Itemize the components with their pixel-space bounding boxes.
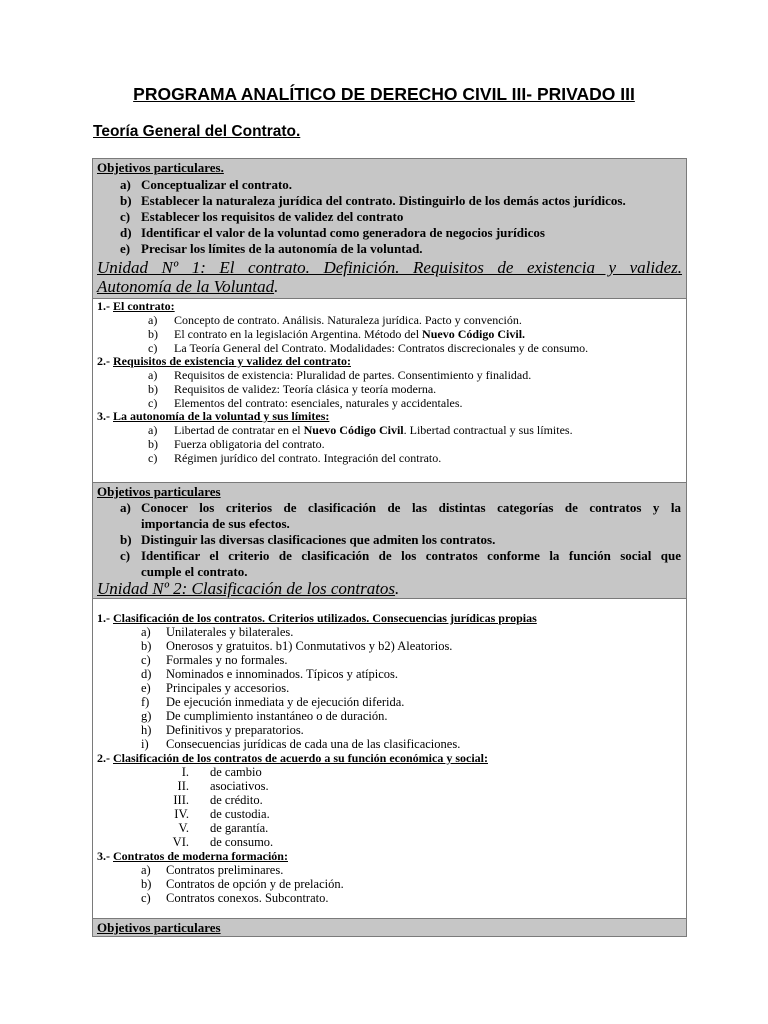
program-table — [92, 158, 687, 937]
content-section-heading: 1.- Clasificación de los contratos. Criterios utilizados. Consecuencias jurídicas propias — [97, 611, 537, 625]
objectives-heading: Objetivos particulares — [97, 920, 221, 935]
section-subtitle: Teoría General del Contrato. — [93, 123, 301, 140]
content-section-heading: 3.- La autonomía de la voluntad y sus límites: — [97, 409, 330, 423]
objectives-heading: Objetivos particulares. — [97, 160, 224, 175]
content-section-heading: 2.- Clasificación de los contratos de acuerdo a su función económica y social: — [97, 751, 488, 765]
objectives-block-1: Objetivos particulares. a) Conceptualizar el contrato. b) Establecer la naturaleza jurídica del contrato. Distinguirlo de los demás actos jurídicos. c) Establecer los requisitos de validez del contrato d) Identificar el valor de la voluntad como generadora de negocios jurídicos e) Precisar los límites de la autonomía de la voluntad. Unidad Nº 1: El contrato. Definición. Requisitos de existencia y validez. Autonomía de la Voluntad. — [93, 159, 686, 298]
unit-2-title: Unidad Nº 2: Clasificación de los contratos. — [97, 579, 400, 598]
content-section-heading: 1.- El contrato: — [97, 299, 175, 313]
content-section-heading: 3.- Contratos de moderna formación: — [97, 849, 288, 863]
objectives-heading: Objetivos particulares — [97, 484, 221, 499]
content-section-heading: 2.- Requisitos de existencia y validez del contrato: — [97, 354, 351, 368]
objectives-block-3 — [93, 918, 686, 936]
unit-1-content: 1.- El contrato: a) Concepto de contrato. Análisis. Naturaleza jurídica. Pacto y convención. b) El contrato en la legislación Argentina. Método del Nuevo Código Civil. c) La Teoría General del Contrato. Modalidades: Contratos discrecionales y de consumo. 2.- Requisitos de existencia y validez del contrato: a) Requisitos de existencia: Pluralidad de partes. Consentimiento y finalidad. b) Requisitos de validez: Teoría clásica y teoría moderna. c) Elementos del contrato: esenciales, naturales y accidentales. 3.- La autonomía de la voluntad y sus límites: a) Libertad de contratar en el Nuevo Código Civil. Libertad contractual y sus límites. b) Fuerza obligatoria del contrato. c) Régimen jurídico del contrato. Integración del contrato. — [93, 298, 686, 482]
unit-1-title-line1: Unidad Nº 1: El contrato. Definición. Requisitos de existencia y validez. — [97, 258, 682, 277]
page-title: PROGRAMA ANALÍTICO DE DERECHO CIVIL III- PRIVADO III — [133, 84, 635, 104]
unit-2-content: 1.- Clasificación de los contratos. Criterios utilizados. Consecuencias jurídicas propias a) Unilaterales y bilaterales. b) Onerosos y gratuitos. b1) Conmutativos y b2) Aleatorios. c) Formales y no formales. d) Nominados e innominados. Típicos y atípicos. e) Principales y accesorios. f) De ejecución inmediata y de ejecución diferida. g) De cumplimiento instantáneo o de duración. h) Definitivos y preparatorios. i) Consecuencias jurídicas de cada una de las clasificaciones. 2.- Clasificación de los contratos de acuerdo a su función económica y social: I. de cambio II. asociativos. III. de crédito. IV. de custodia. V. de garantía. VI. de consumo. 3.- Contratos de moderna formación: a) Contratos preliminares. b) Contratos de opción y de prelación. c) Contratos conexos. Subcontrato. — [93, 598, 686, 918]
unit-1-title-line2: Autonomía de la Voluntad. — [97, 277, 279, 296]
objectives-block-2: Objetivos particulares a) Conocer los criterios de clasificación de las distintas categorías de contratos y la importancia de sus efectos. b) Distinguir las diversas clasificaciones que admiten los contratos. c) Identificar el criterio de clasificación de los contratos conforme la función social que cumple el contrato. Unidad Nº 2: Clasificación de los contratos. — [93, 482, 686, 598]
